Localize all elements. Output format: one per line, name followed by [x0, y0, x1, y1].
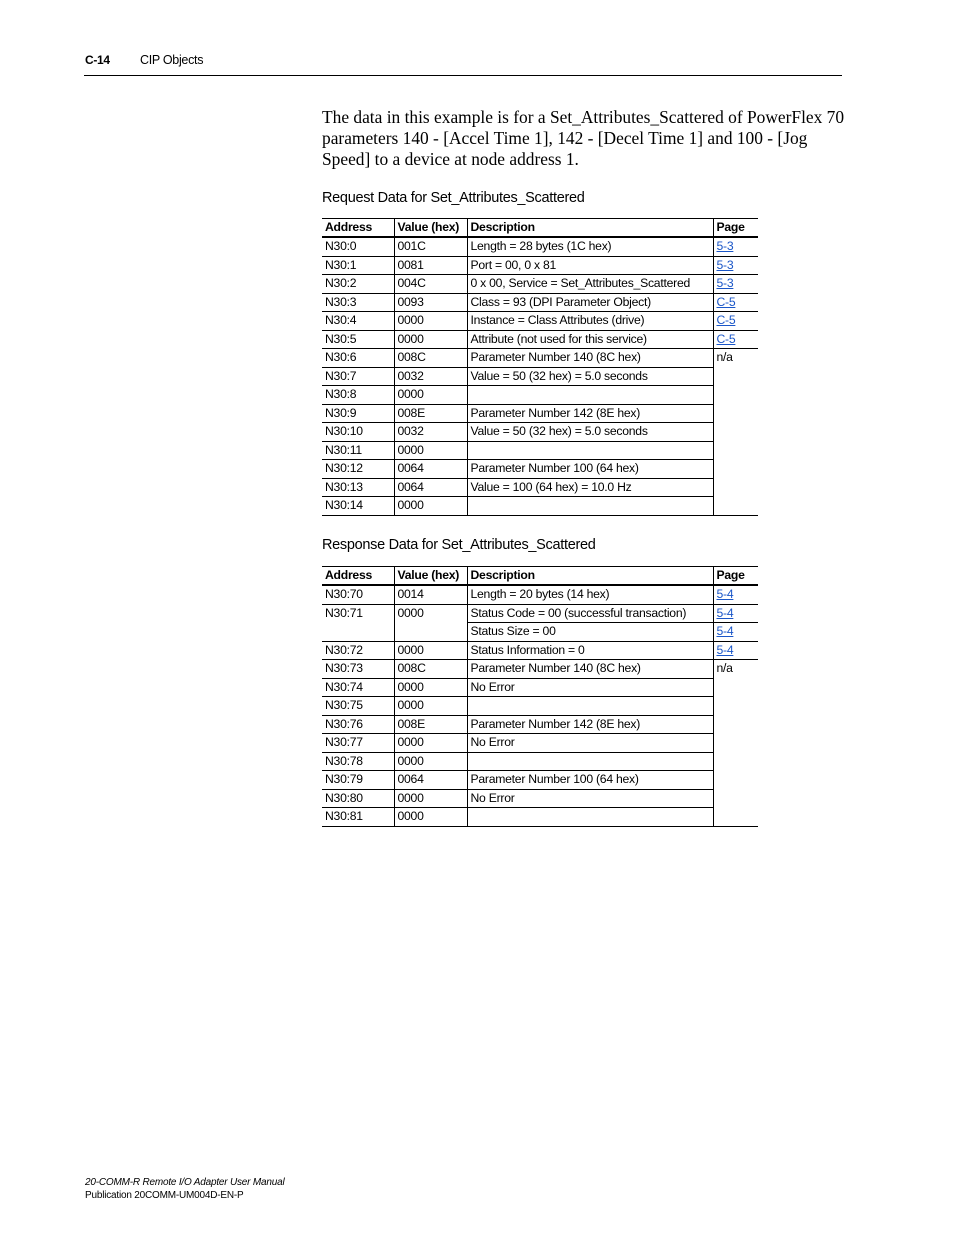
description-cell: No Error — [467, 789, 713, 808]
value-cell: 0000 — [394, 752, 467, 771]
value-cell: 0000 — [394, 386, 467, 405]
address-cell: N30:71 — [322, 604, 394, 641]
table-row — [322, 256, 758, 275]
page-cell — [713, 293, 758, 312]
address-cell: N30:5 — [322, 330, 394, 349]
address-cell: N30:3 — [322, 293, 394, 312]
table-row — [322, 349, 758, 368]
table-row — [322, 237, 758, 256]
value-cell: 0064 — [394, 460, 467, 479]
value-cell: 0081 — [394, 256, 467, 275]
address-cell: N30:80 — [322, 789, 394, 808]
value-cell: 0032 — [394, 423, 467, 442]
description-cell: Parameter Number 140 (8C hex) — [467, 660, 713, 679]
description-cell: Status Information = 0 — [467, 641, 713, 660]
description-cell: Parameter Number 100 (64 hex) — [467, 460, 713, 479]
page-cell-na: n/a — [713, 660, 758, 827]
value-cell: 0000 — [394, 604, 467, 641]
column-header-page: Page — [713, 567, 758, 586]
table-row — [322, 293, 758, 312]
table-row — [322, 386, 758, 405]
table-row — [322, 441, 758, 460]
page-link[interactable]: C-5 — [716, 331, 736, 346]
address-cell: N30:7 — [322, 367, 394, 386]
table-row — [322, 752, 758, 771]
description-cell: Length = 28 bytes (1C hex) — [467, 237, 713, 256]
table-header-row — [322, 567, 758, 586]
page-link[interactable]: C-5 — [716, 313, 736, 327]
value-cell: 0064 — [394, 771, 467, 790]
address-cell: N30:79 — [322, 771, 394, 790]
table-row — [322, 604, 758, 623]
page-cell — [713, 275, 758, 294]
page-cell — [713, 604, 758, 623]
description-cell: Parameter Number 100 (64 hex) — [467, 771, 713, 790]
address-cell: N30:9 — [322, 404, 394, 423]
description-cell: Port = 00, 0 x 81 — [467, 256, 713, 275]
table-row — [322, 734, 758, 753]
intro-paragraph: The data in this example is for a Set_Attributes_Scattered of PowerFlex 70 parameters 140 - [Accel Time 1], 142 - [Decel Time 1] and 100 - [Jog Speed] to a device at node address 1. — [322, 107, 845, 169]
page-cell — [713, 641, 758, 660]
value-cell: 0000 — [394, 697, 467, 716]
address-cell: N30:10 — [322, 423, 394, 442]
value-cell: 0064 — [394, 478, 467, 497]
address-cell: N30:2 — [322, 275, 394, 294]
request-table — [322, 218, 758, 516]
table-row — [322, 808, 758, 827]
value-cell: 004C — [394, 275, 467, 294]
page-link[interactable]: 5-3 — [716, 257, 734, 272]
table-row — [322, 660, 758, 679]
page-cell — [713, 623, 758, 642]
table-row — [322, 312, 758, 331]
address-cell: N30:76 — [322, 715, 394, 734]
table-row — [322, 678, 758, 697]
page-cell — [713, 585, 758, 604]
address-cell: N30:70 — [322, 585, 394, 604]
value-cell: 008C — [394, 660, 467, 679]
page-link[interactable]: 5-3 — [716, 239, 734, 253]
response-table — [322, 566, 758, 827]
address-cell: N30:0 — [322, 237, 394, 256]
response-table-title: Response Data for Set_Attributes_Scattered — [322, 537, 596, 553]
address-cell: N30:75 — [322, 697, 394, 716]
page-cell — [713, 256, 758, 275]
page-link[interactable]: C-5 — [716, 294, 736, 309]
column-header-description: Description — [467, 219, 713, 238]
description-cell — [467, 752, 713, 771]
column-header-value: Value (hex) — [394, 219, 467, 238]
value-cell: 008E — [394, 404, 467, 423]
address-cell: N30:8 — [322, 386, 394, 405]
description-cell: Status Size = 00 — [467, 623, 713, 642]
description-cell: Parameter Number 142 (8E hex) — [467, 404, 713, 423]
column-header-address: Address — [322, 567, 394, 586]
address-cell: N30:1 — [322, 256, 394, 275]
table-row — [322, 330, 758, 349]
table-row — [322, 423, 758, 442]
column-header-description: Description — [467, 567, 713, 586]
value-cell: 0000 — [394, 641, 467, 660]
description-cell — [467, 808, 713, 827]
description-cell — [467, 386, 713, 405]
value-cell: 0000 — [394, 678, 467, 697]
page-link[interactable]: 5-4 — [716, 624, 734, 638]
description-cell: Value = 50 (32 hex) = 5.0 seconds — [467, 423, 713, 442]
value-cell: 001C — [394, 237, 467, 256]
address-cell: N30:4 — [322, 312, 394, 331]
description-cell: Instance = Class Attributes (drive) — [467, 312, 713, 331]
page-link[interactable]: 5-4 — [716, 605, 734, 620]
description-cell — [467, 697, 713, 716]
address-cell: N30:81 — [322, 808, 394, 827]
footer-manual-title: 20-COMM-R Remote I/O Adapter User Manual — [85, 1177, 285, 1188]
address-cell: N30:72 — [322, 641, 394, 660]
address-cell: N30:6 — [322, 349, 394, 368]
value-cell: 0014 — [394, 585, 467, 604]
address-cell: N30:77 — [322, 734, 394, 753]
header-rule — [84, 75, 842, 76]
address-cell: N30:11 — [322, 441, 394, 460]
description-cell: No Error — [467, 678, 713, 697]
value-cell: 008C — [394, 349, 467, 368]
table-row — [322, 585, 758, 604]
page-number: C-14 — [85, 53, 110, 67]
description-cell: No Error — [467, 734, 713, 753]
address-cell: N30:14 — [322, 497, 394, 516]
page-cell — [713, 330, 758, 349]
value-cell: 0032 — [394, 367, 467, 386]
table-header-row — [322, 219, 758, 238]
address-cell: N30:78 — [322, 752, 394, 771]
table-row — [322, 789, 758, 808]
description-cell: Attribute (not used for this service) — [467, 330, 713, 349]
section-title: CIP Objects — [140, 53, 204, 67]
description-cell — [467, 497, 713, 516]
table-row — [322, 275, 758, 294]
page-link[interactable]: 5-3 — [716, 276, 734, 290]
value-cell: 0000 — [394, 497, 467, 516]
value-cell: 0000 — [394, 312, 467, 331]
description-cell: Class = 93 (DPI Parameter Object) — [467, 293, 713, 312]
table-row — [322, 771, 758, 790]
table-row — [322, 478, 758, 497]
address-cell: N30:74 — [322, 678, 394, 697]
column-header-page: Page — [713, 219, 758, 238]
table-row — [322, 460, 758, 479]
page-link[interactable]: 5-4 — [716, 642, 734, 657]
table-row — [322, 404, 758, 423]
value-cell: 0000 — [394, 330, 467, 349]
description-cell: Value = 50 (32 hex) = 5.0 seconds — [467, 367, 713, 386]
table-row — [322, 715, 758, 734]
description-cell: Length = 20 bytes (14 hex) — [467, 585, 713, 604]
description-cell — [467, 441, 713, 460]
value-cell: 0000 — [394, 808, 467, 827]
page-cell — [713, 237, 758, 256]
table-row — [322, 697, 758, 716]
description-cell: Parameter Number 142 (8E hex) — [467, 715, 713, 734]
value-cell: 0000 — [394, 734, 467, 753]
value-cell: 0000 — [394, 441, 467, 460]
page-cell — [713, 312, 758, 331]
column-header-value: Value (hex) — [394, 567, 467, 586]
value-cell: 008E — [394, 715, 467, 734]
address-cell: N30:12 — [322, 460, 394, 479]
value-cell: 0093 — [394, 293, 467, 312]
description-cell: Value = 100 (64 hex) = 10.0 Hz — [467, 478, 713, 497]
table-row — [322, 641, 758, 660]
table-row — [322, 497, 758, 516]
page-link[interactable]: 5-4 — [716, 587, 734, 601]
address-cell: N30:13 — [322, 478, 394, 497]
description-cell: Parameter Number 140 (8C hex) — [467, 349, 713, 368]
request-table-title: Request Data for Set_Attributes_Scattered — [322, 190, 585, 206]
footer-publication: Publication 20COMM-UM004D-EN-P — [85, 1190, 244, 1201]
address-cell: N30:73 — [322, 660, 394, 679]
description-cell: 0 x 00, Service = Set_Attributes_Scattered — [467, 275, 713, 294]
value-cell: 0000 — [394, 789, 467, 808]
page-cell-na: n/a — [713, 349, 758, 516]
table-row — [322, 367, 758, 386]
column-header-address: Address — [322, 219, 394, 238]
description-cell: Status Code = 00 (successful transaction) — [467, 604, 713, 623]
